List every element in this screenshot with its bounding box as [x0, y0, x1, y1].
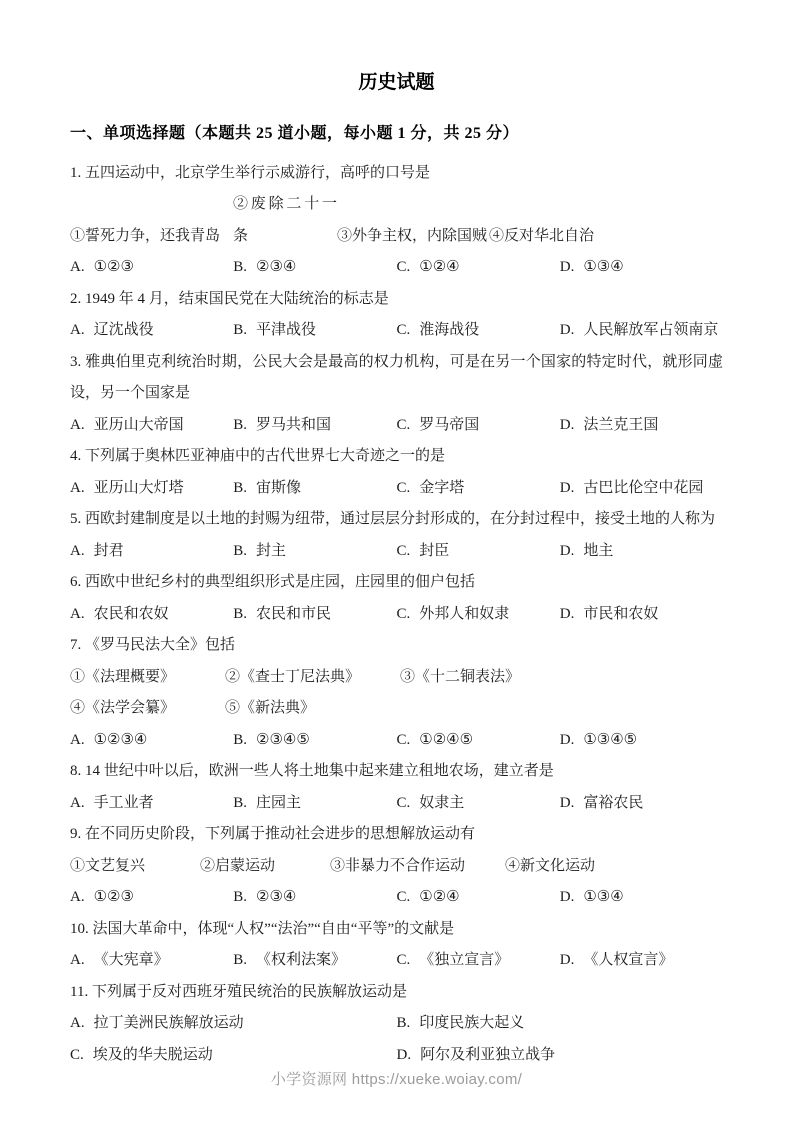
- option: [70, 599, 233, 631]
- option-label: C.: [396, 605, 411, 622]
- option-text: ①②③: [93, 889, 134, 906]
- question-7-subitems: [70, 662, 723, 694]
- option-text: ①②④⑤: [419, 731, 474, 748]
- question-9-stem: 9. 在不同历史阶段，下列属于推动社会进步的思想解放运动有: [70, 826, 476, 843]
- question-8-stem: 8. 14 世纪中叶以后，欧洲一些人将土地集中起来建立租地农场，建立者是: [70, 763, 554, 780]
- option-text: 《权利法案》: [256, 952, 347, 969]
- option-text: 罗马共和国: [256, 416, 332, 433]
- question-11-options-row: [70, 1008, 723, 1040]
- option-text: 《大宪章》: [93, 952, 169, 969]
- option-text: 市民和农奴: [583, 605, 659, 622]
- question-11-stem: 11. 下列属于反对西班牙殖民统治的民族解放运动是: [70, 983, 407, 1000]
- option-text: 《人权宣言》: [583, 952, 674, 969]
- option-label: C.: [396, 479, 411, 496]
- question-3-stem: 3. 雅典伯里克利统治时期，公民大会是最高的权力机构，可是在另一个国家的特定时代，就形同虚设，另一个国家是: [70, 353, 723, 402]
- option: [560, 882, 723, 914]
- option-text: ②③④⑤: [256, 731, 310, 748]
- option-label: B.: [233, 794, 248, 811]
- option-text: ②③④: [256, 889, 297, 906]
- option-text: 人民解放军占领南京: [583, 322, 719, 339]
- option-label: D.: [396, 1046, 412, 1063]
- option-text: 地主: [583, 542, 614, 559]
- option: [560, 945, 723, 977]
- option: [397, 252, 560, 284]
- option-text: ①②④: [419, 259, 460, 276]
- option: [233, 725, 396, 757]
- option: [397, 536, 560, 568]
- option-text: 手工业者: [93, 794, 154, 811]
- option-text: 金字塔: [419, 479, 465, 496]
- footer: [0, 1068, 793, 1089]
- option-label: A.: [70, 542, 85, 559]
- option: [70, 252, 233, 284]
- option-text: ①③④: [583, 889, 624, 906]
- option-text: ①②③④: [93, 731, 148, 748]
- option-label: C.: [396, 322, 411, 339]
- option-label: D.: [559, 259, 575, 276]
- subitem: ②《查士丁尼法典》: [225, 668, 361, 685]
- option-label: B.: [233, 259, 248, 276]
- option-text: ②③④: [256, 259, 297, 276]
- option: [70, 882, 233, 914]
- footer-text: 小学资源网 https://xueke.woiay.com/: [270, 1071, 523, 1088]
- question-4-stem: 4. 下列属于奥林匹亚神庙中的古代世界七大奇迹之一的是: [70, 448, 446, 465]
- option: [233, 599, 396, 631]
- option: [397, 1008, 724, 1040]
- option: [233, 882, 396, 914]
- question-7-options-row: [70, 725, 723, 757]
- option: [560, 788, 723, 820]
- page-title: 历史试题: [358, 71, 435, 93]
- option-label: D.: [559, 952, 575, 969]
- question-7-subitems: [70, 693, 723, 725]
- option-label: B.: [233, 542, 248, 559]
- option-text: 亚历山大灯塔: [93, 479, 184, 496]
- question-10-stem: 10. 法国大革命中，体现“人权”“法治”“自由“平等”的文献是: [70, 920, 455, 937]
- subitem: ①誓死力争，还我青岛: [70, 227, 221, 244]
- option-text: 埃及的华夫脱运动: [92, 1046, 213, 1063]
- subitem: ③《十二铜表法》: [400, 668, 521, 685]
- option: [70, 473, 233, 505]
- option-text: 印度民族大起义: [419, 1015, 525, 1032]
- option-label: A.: [70, 322, 85, 339]
- option-label: B.: [233, 952, 248, 969]
- option: [397, 599, 560, 631]
- option-text: 阿尔及利亚独立战争: [420, 1046, 556, 1063]
- option: [70, 536, 233, 568]
- option-label: C.: [396, 542, 411, 559]
- question-5-options-row: [70, 536, 723, 568]
- option-text: 富裕农民: [583, 794, 644, 811]
- option: [397, 788, 560, 820]
- option-label: A.: [70, 794, 85, 811]
- option: [70, 410, 233, 442]
- option: [397, 945, 560, 977]
- option-text: ①③④: [583, 259, 624, 276]
- option-text: 亚历山大帝国: [93, 416, 184, 433]
- option: [233, 945, 396, 977]
- subitem: ③非暴力不合作运动: [330, 857, 466, 874]
- question-5-stem: 5. 西欧封建制度是以土地的封赐为纽带，通过层层分封形成的，在分封过程中，接受土地的人称为: [70, 511, 716, 528]
- question-7-stem: 7. 《罗马民法大全》包括: [70, 637, 236, 654]
- option: [233, 410, 396, 442]
- subitem: ①《法理概要》: [70, 668, 176, 685]
- subitem: ④《法学会纂》: [70, 700, 176, 717]
- section-heading: 一、单项选择题（本题共 25 道小题，每小题 1 分，共 25 分）: [70, 124, 520, 142]
- question-8-options-row: [70, 788, 723, 820]
- option-text: 农民和农奴: [93, 605, 169, 622]
- option-label: C.: [396, 952, 411, 969]
- option-label: A.: [70, 479, 85, 496]
- option: [233, 788, 396, 820]
- option-label: A.: [70, 889, 85, 906]
- option-text: ①②③: [93, 259, 134, 276]
- option-label: B.: [233, 416, 248, 433]
- option-text: 拉丁美洲民族解放运动: [93, 1015, 244, 1032]
- option: [70, 725, 233, 757]
- option-label: A.: [70, 952, 85, 969]
- option: [70, 1008, 397, 1040]
- option-label: D.: [559, 889, 575, 906]
- option-text: 封主: [256, 542, 287, 559]
- question-2-stem: 2. 1949 年 4 月，结束国民党在大陆统治的标志是: [70, 290, 389, 307]
- option-label: B.: [233, 479, 248, 496]
- subitem: ⑤《新法典》: [225, 700, 316, 717]
- option: [233, 536, 396, 568]
- question-9-subitems: [70, 851, 723, 883]
- option: [397, 1040, 724, 1072]
- option-label: D.: [559, 605, 575, 622]
- option-label: A.: [70, 416, 85, 433]
- option: [233, 473, 396, 505]
- question-6-stem: 6. 西欧中世纪乡村的典型组织形式是庄园，庄园里的佃户包括: [70, 574, 476, 591]
- option-label: C.: [70, 1046, 84, 1063]
- option: [233, 252, 396, 284]
- option-text: ①③④⑤: [583, 731, 638, 748]
- option: [233, 315, 396, 347]
- option: [70, 788, 233, 820]
- option-text: 封君: [93, 542, 124, 559]
- option-label: D.: [559, 794, 575, 811]
- option: [560, 599, 723, 631]
- option-label: C.: [396, 889, 411, 906]
- option: [560, 536, 723, 568]
- question-1-stem: 1. 五四运动中，北京学生举行示威游行，高呼的口号是: [70, 164, 431, 181]
- option-text: 罗马帝国: [419, 416, 480, 433]
- question-6-options-row: [70, 599, 723, 631]
- option-label: D.: [559, 322, 575, 339]
- question-2-options-row: [70, 315, 723, 347]
- option-text: 《独立宣言》: [419, 952, 510, 969]
- subitem: ①文艺复兴: [70, 857, 146, 874]
- option: [560, 725, 723, 757]
- option: [70, 1040, 397, 1072]
- option: [560, 473, 723, 505]
- question-9-options-row: [70, 882, 723, 914]
- option-text: 庄园主: [256, 794, 302, 811]
- option: [560, 252, 723, 284]
- option-label: B.: [233, 889, 248, 906]
- option: [397, 315, 560, 347]
- option-text: 辽沈战役: [93, 322, 154, 339]
- option-label: C.: [396, 416, 411, 433]
- option-text: 奴隶主: [419, 794, 465, 811]
- option-label: D.: [559, 542, 575, 559]
- option-label: C.: [396, 259, 411, 276]
- option-label: A.: [70, 1015, 85, 1032]
- option-label: D.: [559, 731, 575, 748]
- option: [397, 725, 560, 757]
- option-label: C.: [396, 794, 411, 811]
- option: [560, 410, 723, 442]
- subitem: ②启蒙运动: [200, 857, 276, 874]
- option-label: D.: [559, 416, 575, 433]
- subitem: ④反对华北自治: [489, 227, 595, 244]
- option-text: 农民和市民: [256, 605, 332, 622]
- questions: [70, 158, 723, 1072]
- option: [560, 315, 723, 347]
- option-text: 宙斯像: [256, 479, 302, 496]
- subitem: ②废除二十一条: [233, 196, 337, 244]
- option-text: 淮海战役: [419, 322, 480, 339]
- option-label: B.: [233, 605, 248, 622]
- question-3-options-row: [70, 410, 723, 442]
- option-text: 古巴比伦空中花园: [583, 479, 704, 496]
- question-1-subitems: [70, 189, 723, 252]
- option: [397, 473, 560, 505]
- question-4-options-row: [70, 473, 723, 505]
- question-10-options-row: [70, 945, 723, 977]
- subitem: ③外争主权，内除国贼: [337, 227, 488, 244]
- option: [70, 945, 233, 977]
- option: [397, 410, 560, 442]
- option-text: ①②④: [419, 889, 460, 906]
- option-label: B.: [396, 1015, 411, 1032]
- option-label: C.: [396, 731, 411, 748]
- option: [70, 315, 233, 347]
- question-1-options-row: [70, 252, 723, 284]
- option-label: A.: [70, 605, 85, 622]
- option-label: B.: [233, 731, 248, 748]
- option-label: B.: [233, 322, 248, 339]
- option-label: A.: [70, 259, 85, 276]
- option-label: D.: [559, 479, 575, 496]
- option-text: 外邦人和奴隶: [419, 605, 510, 622]
- subitem: ④新文化运动: [505, 857, 596, 874]
- option: [397, 882, 560, 914]
- option-text: 平津战役: [256, 322, 317, 339]
- option-text: 封臣: [419, 542, 450, 559]
- question-11-options-row: [70, 1040, 723, 1072]
- option-label: A.: [70, 731, 85, 748]
- option-text: 法兰克王国: [583, 416, 659, 433]
